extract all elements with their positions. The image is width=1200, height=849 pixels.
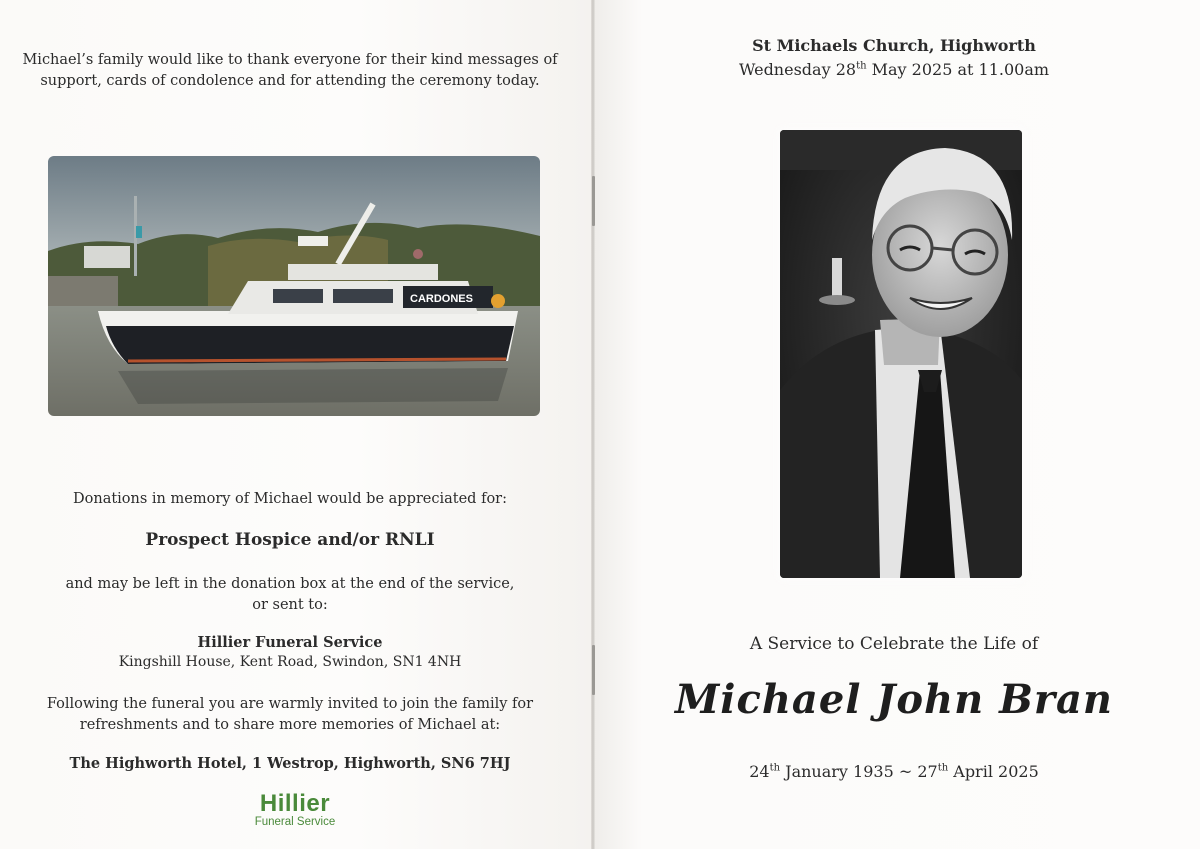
staple-top [592,176,595,226]
celebrate-heading: A Service to Celebrate the Life of [749,634,1039,654]
charity-name: Prospect Hospice and/or RNLI [145,530,435,550]
birth-suffix: th [769,762,781,774]
service-datetime [594,60,1194,79]
death-suffix: th [937,762,949,774]
date-rest: May 2025 at 11.00am [866,60,1050,79]
thanks-line-1: Michael’s family would like to thank everyone for their kind messages of [22,52,558,68]
funeral-service-address: Kingshill House, Kent Road, Swindon, SN1 4NH [118,654,462,670]
donation-instructions [20,574,560,616]
boat-photo [48,156,540,416]
date-weekday: Wednesday 28 [738,60,857,79]
reception-invitation [20,694,560,736]
hotel-address: The Highworth Hotel, 1 Westrop, Highworth, SN6 7HJ [69,755,511,772]
logo-subtitle: Funeral Service [254,816,336,828]
donation-line-1: and may be left in the donation box at the end of the service, [65,576,515,592]
date-suffix: th [856,60,867,72]
deceased-name: Michael John Bran [675,676,1113,723]
church-name: St Michaels Church, Highworth [752,36,1036,55]
boat-name-label: CARDONES [410,293,473,305]
donation-line-2: or sent to: [252,597,328,613]
reception-line-2: refreshments and to share more memories of Michael at: [79,717,501,733]
funeral-service-name: Hillier Funeral Service [197,634,383,651]
death-rest: April 2025 [948,762,1039,781]
birth-rest: January 1935 ~ 27 [780,762,938,781]
thanks-line-2: support, cards of condolence and for attending the ceremony today. [40,73,540,89]
donations-intro: Donations in memory of Michael would be appreciated for: [73,491,507,507]
birth-day: 24 [749,762,770,781]
portrait-photo [780,130,1022,578]
reception-line-1: Following the funeral you are warmly invited to join the family for [46,696,534,712]
hillier-logo [240,792,350,828]
life-dates [594,762,1194,781]
logo-name: Hillier [259,790,331,817]
thanks-message [20,50,560,92]
